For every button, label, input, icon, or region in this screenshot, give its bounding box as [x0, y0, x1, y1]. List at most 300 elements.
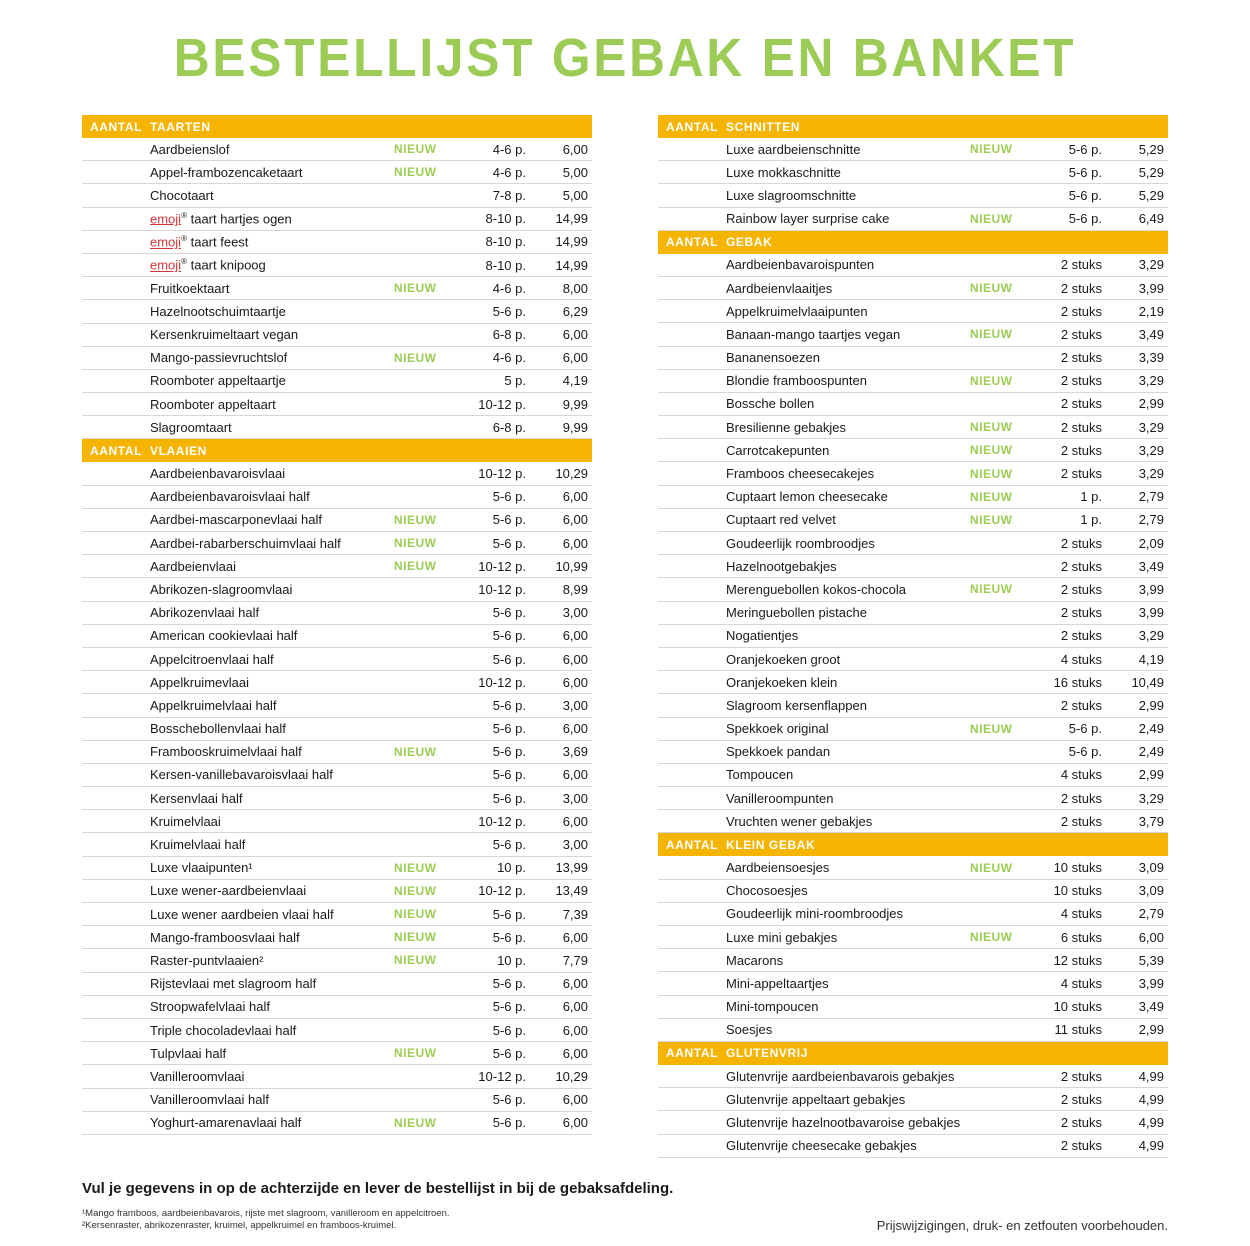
price: 4,19: [1138, 651, 1164, 667]
portion-size: 8-10 p.: [485, 257, 526, 273]
new-badge: NIEUW: [970, 512, 1013, 527]
quantity-field[interactable]: [658, 462, 726, 484]
portion-size: 10 p.: [497, 860, 526, 876]
quantity-field[interactable]: [82, 138, 150, 160]
price: 3,69: [562, 744, 588, 760]
product-name: Aardbeienvlaai: [150, 558, 237, 574]
product-name-cell: [150, 930, 394, 945]
product-row: [82, 926, 592, 949]
price: 6,00: [562, 976, 588, 992]
quantity-field[interactable]: [658, 347, 726, 369]
portion-size: 5-6 p.: [492, 837, 526, 853]
product-name: Vanilleroomvlaai half: [150, 1092, 269, 1108]
new-badge: NIEUW: [970, 721, 1013, 736]
quantity-field[interactable]: [82, 347, 150, 369]
product-name-cell: [726, 1138, 970, 1153]
product-row: [658, 1111, 1168, 1134]
price: 3,29: [1138, 628, 1164, 644]
portion-size: 5-6 p.: [1068, 141, 1102, 157]
product-row: [658, 787, 1168, 810]
new-badge: NIEUW: [394, 559, 437, 574]
product-row: [82, 764, 592, 787]
new-badge: NIEUW: [970, 211, 1013, 226]
product-name: Tompoucen: [726, 767, 794, 783]
product-name-cell: [726, 512, 970, 527]
product-name-cell: [726, 1115, 970, 1130]
price: 6,00: [562, 535, 588, 551]
price: 2,79: [1138, 906, 1164, 922]
new-badge: NIEUW: [970, 466, 1013, 481]
quantity-field[interactable]: [658, 161, 726, 183]
product-name-cell: [150, 188, 394, 203]
product-name: Triple chocoladevlaai half: [150, 1022, 297, 1038]
product-row: [82, 1042, 592, 1065]
product-name-cell: [150, 512, 394, 527]
product-name-cell: [726, 1092, 970, 1107]
product-name-cell: [726, 304, 970, 319]
quantity-field[interactable]: [82, 300, 150, 322]
quantity-field[interactable]: [658, 949, 726, 971]
quantity-field[interactable]: [82, 741, 150, 763]
product-name: Chocosoesjes: [726, 883, 808, 899]
new-badge: NIEUW: [970, 420, 1013, 435]
quantity-field[interactable]: [82, 578, 150, 600]
quantity-field[interactable]: [658, 370, 726, 392]
product-name: Meringuebollen pistache: [726, 605, 867, 621]
product-name: Aardbeienslof: [150, 141, 230, 157]
section-header-title: VLAAIEN: [150, 443, 207, 458]
section-header: [82, 115, 592, 138]
quantity-field[interactable]: [658, 416, 726, 438]
quantity-field[interactable]: [658, 323, 726, 345]
product-name: Framboos cheesecakejes: [726, 466, 875, 482]
product-name: Aardbei-mascarponevlaai half: [150, 512, 322, 528]
quantity-field[interactable]: [658, 856, 726, 878]
right-column: [658, 115, 1168, 1158]
quantity-field[interactable]: [82, 532, 150, 554]
emoji-brand-label: emoji: [150, 211, 182, 227]
product-row: [82, 277, 592, 300]
price: 3,99: [1138, 605, 1164, 621]
portion-size: 5 p.: [504, 373, 526, 389]
quantity-field[interactable]: [82, 462, 150, 484]
portion-size: 5-6 p.: [1068, 164, 1102, 180]
quantity-field[interactable]: [82, 555, 150, 577]
quantity-field[interactable]: [658, 625, 726, 647]
product-row: [658, 254, 1168, 277]
quantity-field[interactable]: [82, 486, 150, 508]
product-name-cell: [726, 999, 970, 1014]
portion-size: 2 stuks: [1060, 1091, 1102, 1107]
product-row: [82, 393, 592, 416]
quantity-field[interactable]: [82, 926, 150, 948]
product-name: Luxe wener-aardbeienvlaai: [150, 883, 307, 899]
portion-size: 5-6 p.: [492, 651, 526, 667]
price: 6,49: [1138, 211, 1164, 227]
product-row: [658, 323, 1168, 346]
price: 6,00: [562, 1045, 588, 1061]
price: 3,09: [1138, 860, 1164, 876]
product-name-cell: [150, 628, 394, 643]
product-row: [82, 532, 592, 555]
section-header-aantal: AANTAL: [666, 1046, 719, 1061]
portion-size: 2 stuks: [1060, 350, 1102, 366]
price: 3,00: [562, 697, 588, 713]
product-name-cell: [726, 675, 970, 690]
price: 6,00: [562, 767, 588, 783]
new-badge: NIEUW: [970, 582, 1013, 597]
product-name-cell: [150, 1092, 394, 1107]
product-row: [658, 764, 1168, 787]
quantity-field[interactable]: [658, 138, 726, 160]
product-name: Macarons: [726, 952, 784, 968]
product-name: Aardbeienbavaroisvlaai: [150, 466, 286, 482]
portion-size: 10 stuks: [1053, 883, 1102, 899]
product-row: [658, 671, 1168, 694]
quantity-field[interactable]: [658, 184, 726, 206]
price: 3,99: [1138, 975, 1164, 991]
portion-size: 2 stuks: [1060, 1138, 1102, 1154]
product-name-cell: [150, 698, 394, 713]
product-name: Kruimelvlaai: [150, 813, 221, 829]
product-name-cell: [726, 536, 970, 551]
product-name: Soesjes: [726, 1022, 773, 1038]
price: 6,00: [562, 929, 588, 945]
product-name-cell: [150, 953, 394, 968]
product-row: [658, 555, 1168, 578]
quantity-field[interactable]: [82, 1112, 150, 1134]
quantity-field[interactable]: [658, 903, 726, 925]
product-name: Bosschebollenvlaai half: [150, 721, 286, 737]
quantity-field[interactable]: [658, 972, 726, 994]
price: 3,29: [1138, 257, 1164, 273]
quantity-field[interactable]: [658, 648, 726, 670]
product-name-cell: [726, 744, 970, 759]
quantity-field[interactable]: [658, 602, 726, 624]
quantity-field[interactable]: [658, 764, 726, 786]
price: 6,00: [562, 628, 588, 644]
portion-size: 5-6 p.: [492, 303, 526, 319]
quantity-field[interactable]: [82, 184, 150, 206]
product-row: [82, 254, 592, 277]
product-row: [658, 1135, 1168, 1158]
product-row: [82, 787, 592, 810]
quantity-field[interactable]: [658, 926, 726, 948]
price: 2,99: [1138, 1022, 1164, 1038]
quantity-field[interactable]: [658, 393, 726, 415]
product-row: [658, 486, 1168, 509]
product-name: Hazelnootschuimtaartje: [150, 303, 286, 319]
price: 6,00: [562, 813, 588, 829]
product-row: [82, 300, 592, 323]
price: 5,29: [1138, 141, 1164, 157]
product-row: [82, 184, 592, 207]
product-name-cell: [726, 1022, 970, 1037]
footnote-2: ²Kersenraster, abrikozenraster, kruimel, appelkruimel en framboos-kruimel.: [82, 1220, 397, 1231]
quantity-field[interactable]: [82, 857, 150, 879]
portion-size: 4-6 p.: [492, 141, 526, 157]
product-row: [658, 926, 1168, 949]
quantity-field[interactable]: [82, 602, 150, 624]
portion-size: 5-6 p.: [492, 697, 526, 713]
quantity-field[interactable]: [658, 671, 726, 693]
product-row: [658, 509, 1168, 532]
quantity-field[interactable]: [82, 277, 150, 299]
portion-size: 5-6 p.: [492, 721, 526, 737]
portion-size: 10-12 p.: [478, 813, 526, 829]
quantity-field[interactable]: [658, 1135, 726, 1157]
quantity-field[interactable]: [658, 996, 726, 1018]
quantity-field[interactable]: [658, 1111, 726, 1133]
portion-size: 1 p.: [1080, 489, 1102, 505]
price: 2,49: [1138, 721, 1164, 737]
section-header-title: SCHNITTEN: [726, 119, 801, 134]
portion-size: 4 stuks: [1060, 651, 1102, 667]
quantity-field[interactable]: [82, 718, 150, 740]
portion-size: 2 stuks: [1060, 442, 1102, 458]
product-name: Nogatientjes: [726, 628, 799, 644]
product-name-cell: [726, 976, 970, 991]
product-name-cell: [150, 582, 394, 597]
quantity-field[interactable]: [658, 810, 726, 832]
left-column: [82, 115, 592, 1135]
portion-size: 10-12 p.: [478, 1068, 526, 1084]
quantity-field[interactable]: [658, 880, 726, 902]
product-name-cell: [150, 1069, 394, 1084]
product-row: [82, 810, 592, 833]
quantity-field[interactable]: [658, 532, 726, 554]
quantity-field[interactable]: [82, 370, 150, 392]
portion-size: 4-6 p.: [492, 350, 526, 366]
emoji-brand-label: emoji: [150, 234, 182, 250]
quantity-field[interactable]: [658, 439, 726, 461]
product-row: [82, 578, 592, 601]
product-row: [658, 347, 1168, 370]
price: 10,49: [1131, 674, 1164, 690]
section-header-aantal: AANTAL: [666, 119, 719, 134]
portion-size: 11 stuks: [1054, 1022, 1102, 1038]
product-name: Merenguebollen kokos-chocola: [726, 581, 906, 597]
quantity-field[interactable]: [82, 625, 150, 647]
quantity-field[interactable]: [82, 1042, 150, 1064]
quantity-field[interactable]: [658, 300, 726, 322]
product-name-cell: [726, 396, 970, 411]
product-row: [658, 949, 1168, 972]
quantity-field[interactable]: [82, 973, 150, 995]
price: 5,00: [562, 164, 588, 180]
quantity-field[interactable]: [658, 718, 726, 740]
portion-size: 2 stuks: [1060, 396, 1102, 412]
product-row: [658, 602, 1168, 625]
price: 3,39: [1138, 350, 1164, 366]
product-name-cell: [150, 559, 394, 574]
portion-size: 4 stuks: [1060, 906, 1102, 922]
quantity-field[interactable]: [658, 1019, 726, 1041]
price: 4,99: [1138, 1091, 1164, 1107]
portion-size: 10-12 p.: [478, 396, 526, 412]
portion-size: 2 stuks: [1060, 257, 1102, 273]
quantity-field[interactable]: [658, 694, 726, 716]
section-header-title: GLUTENVRIJ: [726, 1046, 809, 1061]
product-name-cell: [726, 791, 970, 806]
price: 2,79: [1138, 512, 1164, 528]
quantity-field[interactable]: [82, 787, 150, 809]
price: 5,00: [562, 187, 588, 203]
portion-size: 5-6 p.: [492, 1092, 526, 1108]
product-name-cell: [150, 304, 394, 319]
product-row: [82, 694, 592, 717]
product-name-cell: [726, 582, 970, 597]
quantity-field[interactable]: [82, 161, 150, 183]
product-name-cell: [726, 860, 970, 875]
portion-size: 2 stuks: [1060, 1068, 1102, 1084]
new-badge: NIEUW: [394, 744, 437, 759]
quantity-field[interactable]: [658, 277, 726, 299]
quantity-field[interactable]: [82, 254, 150, 276]
product-row: [658, 972, 1168, 995]
product-name-cell: [726, 883, 970, 898]
quantity-field[interactable]: [658, 1088, 726, 1110]
portion-size: 2 stuks: [1060, 605, 1102, 621]
price: 3,00: [562, 605, 588, 621]
quantity-field[interactable]: [658, 254, 726, 276]
quantity-field[interactable]: [658, 509, 726, 531]
product-name-cell: [726, 953, 970, 968]
product-row: [658, 1065, 1168, 1088]
quantity-field[interactable]: [658, 1065, 726, 1087]
product-row: [658, 277, 1168, 300]
section-header-aantal: AANTAL: [666, 235, 719, 250]
product-name: taart hartjes ogen: [186, 211, 292, 227]
portion-size: 10 stuks: [1053, 999, 1102, 1015]
product-name: Blondie framboospunten: [726, 373, 867, 389]
price: 3,29: [1138, 466, 1164, 482]
portion-size: 5-6 p.: [492, 489, 526, 505]
portion-size: 2 stuks: [1060, 326, 1102, 342]
section-header-title: KLEIN GEBAK: [726, 837, 816, 852]
price: 3,29: [1138, 790, 1164, 806]
portion-size: 2 stuks: [1060, 790, 1102, 806]
product-name: taart feest: [186, 234, 249, 250]
quantity-field[interactable]: [658, 208, 726, 230]
product-name: Appelcitroenvlaai half: [150, 651, 274, 667]
product-row: [82, 602, 592, 625]
product-row: [658, 208, 1168, 231]
quantity-field[interactable]: [82, 949, 150, 971]
quantity-field[interactable]: [658, 578, 726, 600]
price: 13,99: [555, 860, 588, 876]
product-name-cell: [150, 744, 394, 759]
price: 6,00: [562, 512, 588, 528]
product-row: [82, 1019, 592, 1042]
product-row: [658, 532, 1168, 555]
section-header-title: TAARTEN: [150, 119, 211, 134]
product-name: Vanilleroomvlaai: [150, 1068, 245, 1084]
quantity-field[interactable]: [82, 324, 150, 346]
section-header: [658, 1042, 1168, 1065]
quantity-field[interactable]: [82, 208, 150, 230]
quantity-field[interactable]: [82, 1089, 150, 1111]
product-name: Chocotaart: [150, 187, 214, 203]
quantity-field[interactable]: [82, 903, 150, 925]
price: 6,00: [562, 1092, 588, 1108]
portion-size: 10-12 p.: [478, 581, 526, 597]
product-row: [82, 833, 592, 856]
product-row: [658, 718, 1168, 741]
portion-size: 2 stuks: [1060, 697, 1102, 713]
product-row: [82, 1089, 592, 1112]
quantity-field[interactable]: [82, 833, 150, 855]
product-row: [82, 370, 592, 393]
price: 4,99: [1138, 1114, 1164, 1130]
new-badge: NIEUW: [394, 953, 437, 968]
quantity-field[interactable]: [658, 787, 726, 809]
price: 3,29: [1138, 373, 1164, 389]
product-name: Luxe mokkaschnitte: [726, 164, 841, 180]
price: 5,29: [1138, 187, 1164, 203]
new-badge: NIEUW: [970, 327, 1013, 342]
registered-mark: ®: [181, 257, 187, 267]
quantity-field[interactable]: [82, 694, 150, 716]
product-name: Banaan-mango taartjes vegan: [726, 326, 901, 342]
product-name-cell: [726, 628, 970, 643]
section-header-aantal: AANTAL: [90, 443, 143, 458]
product-name: Kersen-vanillebavaroisvlaai half: [150, 767, 333, 783]
product-name: Yoghurt-amarenavlaai half: [150, 1115, 302, 1131]
product-row: [658, 138, 1168, 161]
product-name-cell: [726, 211, 970, 226]
product-name-cell: [726, 466, 970, 481]
portion-size: 5-6 p.: [1068, 721, 1102, 737]
product-name: Slagroomtaart: [150, 419, 232, 435]
product-row: [658, 880, 1168, 903]
quantity-field[interactable]: [82, 393, 150, 415]
price: 6,00: [562, 674, 588, 690]
product-name-cell: [726, 652, 970, 667]
product-name: Goudeerlijk mini-roombroodjes: [726, 906, 904, 922]
quantity-field[interactable]: [82, 648, 150, 670]
new-badge: NIEUW: [970, 142, 1013, 157]
quantity-field[interactable]: [82, 1065, 150, 1087]
section-header-aantal: AANTAL: [666, 837, 719, 852]
quantity-field[interactable]: [82, 509, 150, 531]
product-name-cell: [150, 907, 394, 922]
portion-size: 4-6 p.: [492, 164, 526, 180]
quantity-field[interactable]: [82, 880, 150, 902]
quantity-field[interactable]: [82, 1019, 150, 1041]
product-name-cell: [150, 791, 394, 806]
quantity-field[interactable]: [82, 996, 150, 1018]
product-name: Roomboter appeltaart: [150, 396, 276, 412]
quantity-field[interactable]: [82, 810, 150, 832]
product-name: Appelkruimelvlaai half: [150, 697, 277, 713]
quantity-field[interactable]: [658, 741, 726, 763]
quantity-field[interactable]: [82, 416, 150, 438]
product-name-cell: [150, 165, 394, 180]
portion-size: 2 stuks: [1060, 466, 1102, 482]
quantity-field[interactable]: [82, 231, 150, 253]
product-name: Carrotcakepunten: [726, 442, 830, 458]
product-row: [82, 949, 592, 972]
portion-size: 5-6 p.: [1068, 187, 1102, 203]
portion-size: 5-6 p.: [492, 605, 526, 621]
quantity-field[interactable]: [658, 555, 726, 577]
quantity-field[interactable]: [658, 486, 726, 508]
quantity-field[interactable]: [82, 671, 150, 693]
portion-size: 2 stuks: [1060, 581, 1102, 597]
product-name: Mango-framboosvlaai half: [150, 929, 300, 945]
quantity-field[interactable]: [82, 764, 150, 786]
